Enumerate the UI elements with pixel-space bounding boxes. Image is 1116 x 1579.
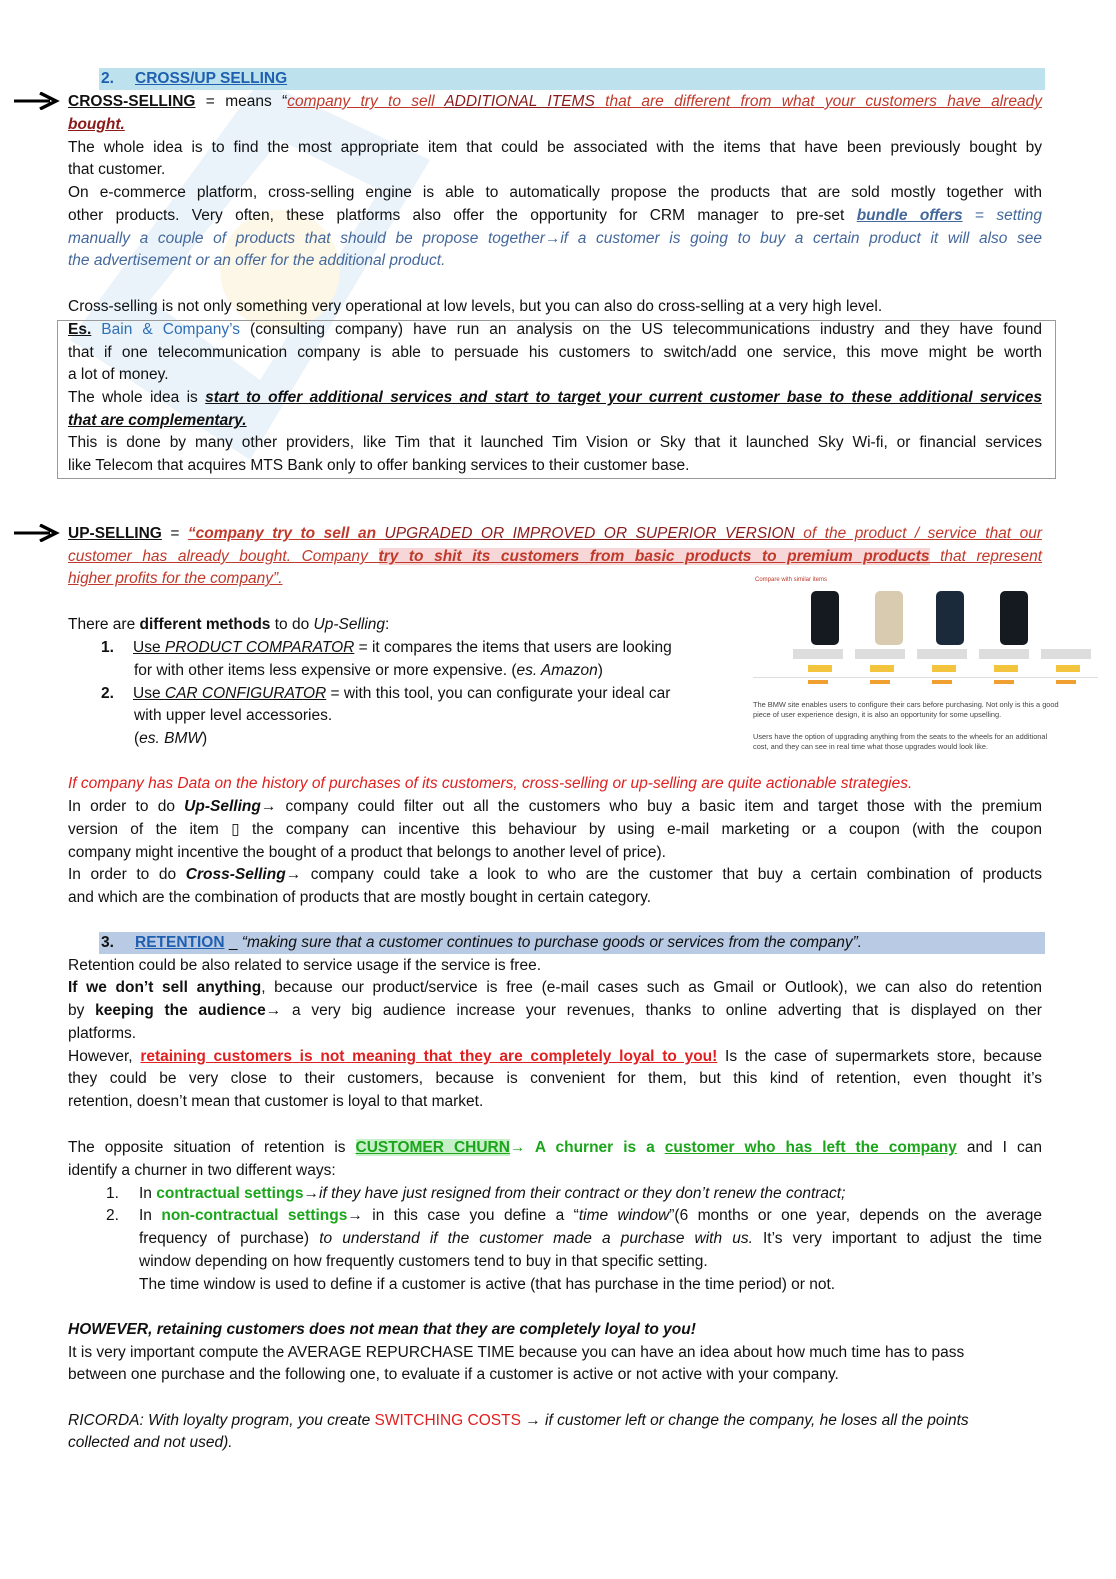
rating-stars	[808, 680, 1088, 684]
text: :	[385, 616, 390, 633]
text: setting	[996, 207, 1042, 224]
divider	[753, 677, 1098, 678]
paragraph-line: that customer.	[68, 161, 166, 178]
text: , because our product/service is free (e-mail cases such as Gmail or Outlook), we can also do retention	[261, 979, 1042, 996]
method-item-1	[101, 637, 721, 660]
text: In	[139, 1185, 157, 1202]
definition-text: of the product / service that our	[794, 525, 1043, 542]
churn-item-2	[106, 1205, 1042, 1228]
text: company could take a look to who are the customer that buy a certain combination of products	[301, 866, 1042, 883]
phone-image-icon	[1000, 591, 1028, 645]
list-number: 2.	[101, 685, 114, 702]
text: In order to do	[68, 866, 186, 883]
paragraph-line: the advertisement or an offer for the additional product.	[68, 252, 446, 269]
paragraph-line	[68, 977, 1042, 1000]
emphasis-text: start to offer additional services and start to target your current customer base to these additional services	[205, 389, 1042, 406]
text: It’s very important to adjust the time	[752, 1230, 1043, 1247]
means-text: = means “	[195, 93, 288, 110]
paragraph-line: The whole idea is to find the most appropriate item that could be associated with the items that have been previously bought by	[68, 139, 1042, 156]
paragraph-line	[68, 1046, 1042, 1069]
data-note: If company has Data on the history of purchases of its customers, cross-selling or up-selling are quite actionable strategies.	[68, 775, 913, 792]
definition-end	[68, 114, 1042, 137]
text: Up-Selling	[184, 798, 261, 815]
text: and I can	[956, 1139, 1042, 1156]
arrow-icon: →	[525, 1412, 541, 1429]
ricorda-note: collected and not used).	[68, 1434, 233, 1451]
text: keeping the audience	[95, 1002, 266, 1019]
figure-caption: The BMW site enables users to configure their cars before purchasing. Not only is this a good	[753, 700, 1059, 709]
paragraph-line: company might incentive the bought of a product that belongs to another level of price).	[68, 844, 666, 861]
switching-costs-term: SWITCHING COSTS	[374, 1412, 521, 1429]
customer-churn-term: CUSTOMER CHURN	[355, 1139, 510, 1156]
definition-text: that are different from what your customers have already	[594, 93, 1043, 110]
figure-header: Compare with similar items	[755, 577, 828, 583]
section-number: 3.	[101, 934, 114, 951]
churn-item-2-cont: window depending on how frequently customers tend to buy in that specific setting.	[139, 1253, 708, 1270]
cross-selling-definition	[68, 91, 1042, 114]
text: A churner is a	[525, 1139, 665, 1156]
text: es. BMW	[139, 730, 203, 747]
definition-caps: UPGRADED OR IMPROVED OR SUPERIOR VERSION	[384, 525, 795, 542]
text: frequency of purchase)	[139, 1230, 320, 1247]
churn-item-2-cont	[139, 1228, 1042, 1251]
product-descriptions	[793, 649, 1093, 659]
text: There are	[68, 616, 140, 633]
arrow-icon: →	[544, 230, 561, 247]
text: time window	[578, 1207, 670, 1224]
text: CAR CONFIGURATOR	[164, 685, 327, 702]
example-label: Es.	[68, 321, 92, 338]
paragraph-line: they could be very close to their customers, because is convenient for them, but this kind of retention, even thought it’s	[68, 1070, 1042, 1087]
text: es. Amazon	[516, 662, 598, 679]
example-line: This is done by many other providers, like Tim that it launched Tim Vision or Sky that it launched Sky Wi-fi, or financial services	[68, 434, 1042, 451]
text: to do	[270, 616, 314, 633]
text: a very big audience increase your revenues, thanks to online adverting that is displayed on ther	[281, 1002, 1042, 1019]
text: Is the case of supermarkets store, because	[717, 1048, 1043, 1065]
section-definition: “making sure that a customer continues to purchase goods or services from the company”.	[241, 934, 863, 951]
arrow-icon: →	[303, 1185, 320, 1202]
section-title: RETENTION	[135, 934, 225, 951]
example-line: that if one telecommunication company is able to persuade his customers to switch/add one service, this move might be worth	[68, 344, 1042, 361]
text: non-contractual settings	[161, 1207, 348, 1224]
definition-text: that represent	[929, 548, 1043, 565]
highlight-text: try to shit its customers from basic products to premium products	[378, 548, 930, 565]
text: =	[161, 525, 188, 542]
arrow-icon: →	[265, 1002, 282, 1019]
text: = with this tool, you can configurate your ideal car	[326, 685, 671, 702]
text: )	[202, 730, 208, 747]
text: If we don’t sell anything	[68, 979, 262, 996]
text: The opposite situation of retention is	[68, 1139, 356, 1156]
arrow-icon: →	[509, 1139, 526, 1156]
up-selling-definition: higher profits for the company”.	[68, 570, 283, 587]
phone-image-icon	[936, 591, 964, 645]
phone-image-icon	[811, 591, 839, 645]
text: = it compares the items that users are looking	[354, 639, 672, 656]
paragraph-line	[68, 1000, 1042, 1023]
example-line: a lot of money.	[68, 366, 169, 383]
text: In	[139, 1207, 162, 1224]
paragraph-line: platforms.	[68, 1025, 137, 1042]
term-cross-selling: CROSS-SELLING	[68, 93, 196, 110]
section-title: CROSS/UP SELLING	[135, 70, 288, 87]
alert-text: retaining customers is not meaning that they are completely loyal to you!	[140, 1048, 718, 1065]
method-item-2-cont: with upper level accessories.	[134, 707, 333, 724]
definition-caps: ADDITIONAL ITEMS	[444, 93, 595, 110]
paragraph-line: Cross-selling is not only something very operational at low levels, but you can also do cross-selling at a very high level.	[68, 298, 883, 315]
example-line	[68, 387, 1042, 410]
list-number: 1.	[101, 639, 114, 656]
text: company could filter out all the customers who buy a basic item and target those with the premium	[276, 798, 1042, 815]
arrow-icon: →	[347, 1207, 363, 1224]
method-item-2-cont	[134, 728, 724, 751]
pointer-arrow-icon	[14, 524, 60, 542]
example-line: like Telecom that acquires MTS Bank only to offer banking services to their customer base.	[68, 457, 690, 474]
text: Use	[133, 685, 165, 702]
list-number: 1.	[106, 1185, 119, 1202]
arrow-icon: →	[285, 866, 302, 883]
text: manually a couple of products that should be propose together	[68, 230, 545, 247]
churn-item-1	[106, 1183, 1042, 1206]
churn-item-2-cont: The time window is used to define if a customer is active (that has purchase in the time period) or not.	[139, 1276, 836, 1293]
section-number: 2.	[101, 70, 114, 87]
paragraph-line: identify a churner in two different ways:	[68, 1162, 336, 1179]
product-comparison-figure	[753, 575, 1098, 755]
term-up-selling: UP-SELLING	[68, 525, 162, 542]
text: to understand if the customer made a purchase with us.	[319, 1230, 753, 1247]
text: )	[597, 662, 603, 679]
definition-text: “company try to sell an	[187, 525, 385, 542]
text: In order to do	[68, 798, 185, 815]
phone-image-icon	[875, 591, 903, 645]
text: RICORDA: With loyalty program, you create	[68, 1412, 375, 1429]
text: (	[134, 730, 140, 747]
paragraph-line: It is very important compute the AVERAGE REPURCHASE TIME because you can have an idea about how much time has to pass	[68, 1344, 965, 1361]
figure-caption: Users have the option of upgrading anything from the seats to the wheels for an additional	[753, 732, 1048, 741]
pointer-arrow-icon	[14, 92, 60, 110]
figure-caption: cost, and they can see in real time what those upgrades would look like.	[753, 742, 988, 751]
paragraph-line	[68, 796, 1042, 819]
text: by	[68, 1002, 96, 1019]
text: PRODUCT COMPARATOR	[164, 639, 355, 656]
list-number: 2.	[106, 1207, 119, 1224]
ricorda-note	[68, 1410, 1042, 1433]
paragraph-line: On e-commerce platform, cross-selling engine is able to automatically propose the products that are sold mostly together with	[68, 184, 1042, 201]
text: if customer left or change the company, he loses all the points	[540, 1412, 969, 1429]
bain-company: Bain & Company’s	[91, 321, 240, 338]
arrow-icon: →	[260, 798, 277, 815]
text: However,	[68, 1048, 141, 1065]
bundle-offers-term: bundle offers	[856, 207, 963, 224]
text: in this case you define a “	[362, 1207, 579, 1224]
paragraph-line	[68, 228, 1042, 251]
text: ”(6 months or one year, depends on the average	[669, 1207, 1043, 1224]
section-2-header	[99, 68, 1045, 90]
text: Use	[133, 639, 165, 656]
text: different methods	[139, 616, 271, 633]
text: if a customer is going to buy a certain product it will also see	[560, 230, 1042, 247]
text: if they have just resigned from their contract or they don’t renew the contract;	[319, 1185, 846, 1202]
text: other products. Very often, these platforms also offer the opportunity for CRM manager to pre-set	[68, 207, 857, 224]
text: _	[224, 934, 242, 951]
paragraph-line: Retention could be also related to service usage if the service is free.	[68, 957, 542, 974]
text: The whole idea is	[68, 389, 206, 406]
method-item-2	[101, 683, 721, 706]
definition-text: customer has already bought. Company	[68, 548, 379, 565]
text: (consulting company) have run an analysis on the US telecommunications industry and they have found	[240, 321, 1042, 338]
text: Cross-Selling	[185, 866, 286, 883]
add-to-cart-buttons	[808, 665, 1088, 672]
paragraph-line: and which are the combination of products that are mostly bought in certain category.	[68, 889, 652, 906]
paragraph-line	[68, 1137, 1042, 1160]
paragraph-line: version of the item ▯ the company can incentive this behaviour by using e-mail marketing or a coupon (with the coupon	[68, 821, 1042, 838]
definition-text: company try to sell	[287, 93, 445, 110]
method-item-1-cont	[134, 660, 724, 683]
however-heading: HOWEVER, retaining customers does not mean that they are completely loyal to you!	[68, 1321, 696, 1338]
up-selling-definition	[68, 546, 1042, 569]
up-selling-definition	[68, 523, 1042, 546]
text: Up-Selling	[313, 616, 386, 633]
paragraph-line: between one purchase and the following one, to evaluate if a customer is active or not active with your company.	[68, 1366, 839, 1383]
paragraph-line	[68, 864, 1042, 887]
example-line	[68, 319, 1042, 342]
text: =	[962, 207, 997, 224]
definition-end-text: bought.	[68, 116, 125, 133]
text: for with other items less expensive or more expensive. (	[134, 662, 517, 679]
example-line: that are complementary.	[68, 412, 247, 429]
text: contractual settings	[156, 1185, 304, 1202]
text: customer who has left the company	[664, 1139, 957, 1156]
figure-caption: piece of user experience design, it is also an opportunity for some upselling.	[753, 710, 1002, 719]
paragraph-line	[68, 205, 1042, 228]
section-3-header	[99, 932, 1045, 954]
paragraph-line: retention, doesn’t mean that customer is loyal to that market.	[68, 1093, 484, 1110]
